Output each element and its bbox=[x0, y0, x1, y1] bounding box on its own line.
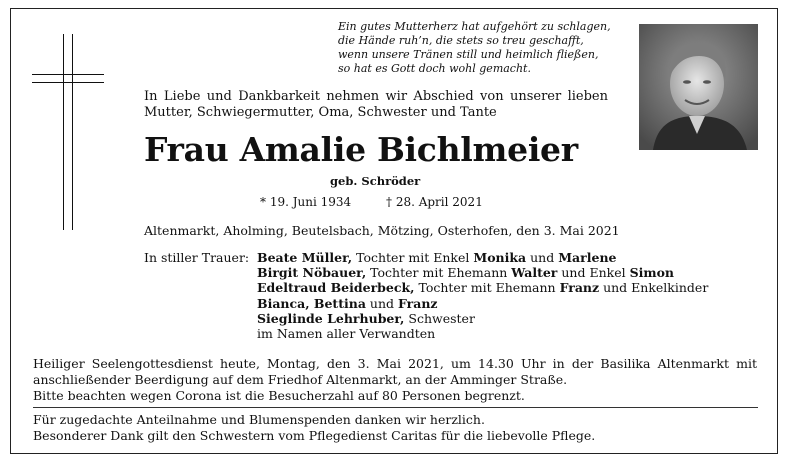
thanks-line: Besonderer Dank gilt den Schwestern vom Pflegedienst Caritas für die liebevolle Pflege. bbox=[33, 428, 596, 443]
mourner-line bbox=[257, 265, 708, 280]
poem-line: so hat es Gott doch wohl gemacht. bbox=[338, 62, 531, 75]
mourner-relation: und Enkelkinder bbox=[599, 280, 709, 296]
mourner-name: Simon bbox=[629, 265, 675, 281]
mourner-relation: Tochter mit Ehemann bbox=[414, 280, 560, 296]
places-date: Altenmarkt, Aholming, Beutelsbach, Mötzing, Osterhofen, den 3. Mai 2021 bbox=[144, 223, 620, 238]
thanks-line: Für zugedachte Anteilnahme und Blumenspenden danken wir herzlich. bbox=[33, 412, 485, 427]
poem-line: wenn unsere Tränen still und heimlich fließen, bbox=[338, 48, 599, 61]
portrait-photo bbox=[639, 24, 758, 150]
mourner-relation: und Enkel bbox=[557, 265, 630, 281]
mourner-name: Walter bbox=[511, 265, 558, 281]
poem bbox=[338, 20, 628, 76]
maiden-name: geb. Schröder bbox=[330, 174, 421, 188]
mourner-name: Edeltraud Beiderbeck, bbox=[257, 280, 415, 296]
mourner-name: Bianca, Bettina bbox=[257, 295, 366, 311]
mourner-name: Monika bbox=[473, 250, 527, 265]
mourner-line bbox=[257, 280, 708, 295]
mourner-relation: Tochter mit Ehemann bbox=[366, 265, 512, 281]
mourner-relation: und bbox=[365, 295, 398, 311]
mourning-label: In stiller Trauer: bbox=[144, 250, 250, 265]
mourner-line bbox=[257, 250, 708, 265]
poem-line: Ein gutes Mutterherz hat aufgehört zu schlagen, bbox=[338, 20, 611, 33]
service-line: anschließender Beerdigung auf dem Friedhof Altenmarkt, an der Amminger Straße. bbox=[33, 372, 568, 387]
mourner-name: Franz bbox=[397, 295, 438, 311]
mourner-relation: Tochter mit Enkel bbox=[352, 250, 474, 265]
mourner-line bbox=[257, 311, 708, 326]
birth-date: * 19. Juni 1934 bbox=[260, 195, 352, 209]
divider bbox=[33, 407, 758, 408]
mourner-name: Birgit Nöbauer, bbox=[257, 265, 367, 281]
deceased-name: Frau Amalie Bichlmeier bbox=[144, 130, 578, 169]
service-line: Heiliger Seelengottesdienst heute, Montag, den 3. Mai 2021, um 14.30 Uhr in der Basilika Altenmarkt mit bbox=[33, 356, 757, 371]
poem-line: die Hände ruh’n, die stets so treu geschafft, bbox=[338, 34, 584, 47]
mourner-name: Sieglinde Lehrhuber, bbox=[257, 310, 405, 326]
intro-text: In Liebe und Dankbarkeit nehmen wir Abschied von unserer lieben Mutter, Schwiegermutter, Oma, Schwester und Tante bbox=[144, 89, 608, 120]
mourner-name: Beate Müller, bbox=[257, 250, 353, 265]
service-info bbox=[33, 356, 757, 404]
mourner-name: Marlene bbox=[558, 250, 617, 265]
mourner-line bbox=[257, 296, 708, 311]
mourner-name: Franz bbox=[559, 280, 600, 296]
mourner-relation: und bbox=[526, 250, 559, 265]
death-date: † 28. April 2021 bbox=[386, 195, 483, 209]
service-line: Bitte beachten wegen Corona ist die Besucherzahl auf 80 Personen begrenzt. bbox=[33, 388, 525, 403]
mourner-relation: Schwester bbox=[404, 310, 475, 326]
mourner-relation: im Namen aller Verwandten bbox=[257, 326, 436, 342]
mourner-line bbox=[257, 326, 708, 341]
thanks-text bbox=[33, 412, 595, 444]
mourners-list bbox=[257, 250, 708, 341]
